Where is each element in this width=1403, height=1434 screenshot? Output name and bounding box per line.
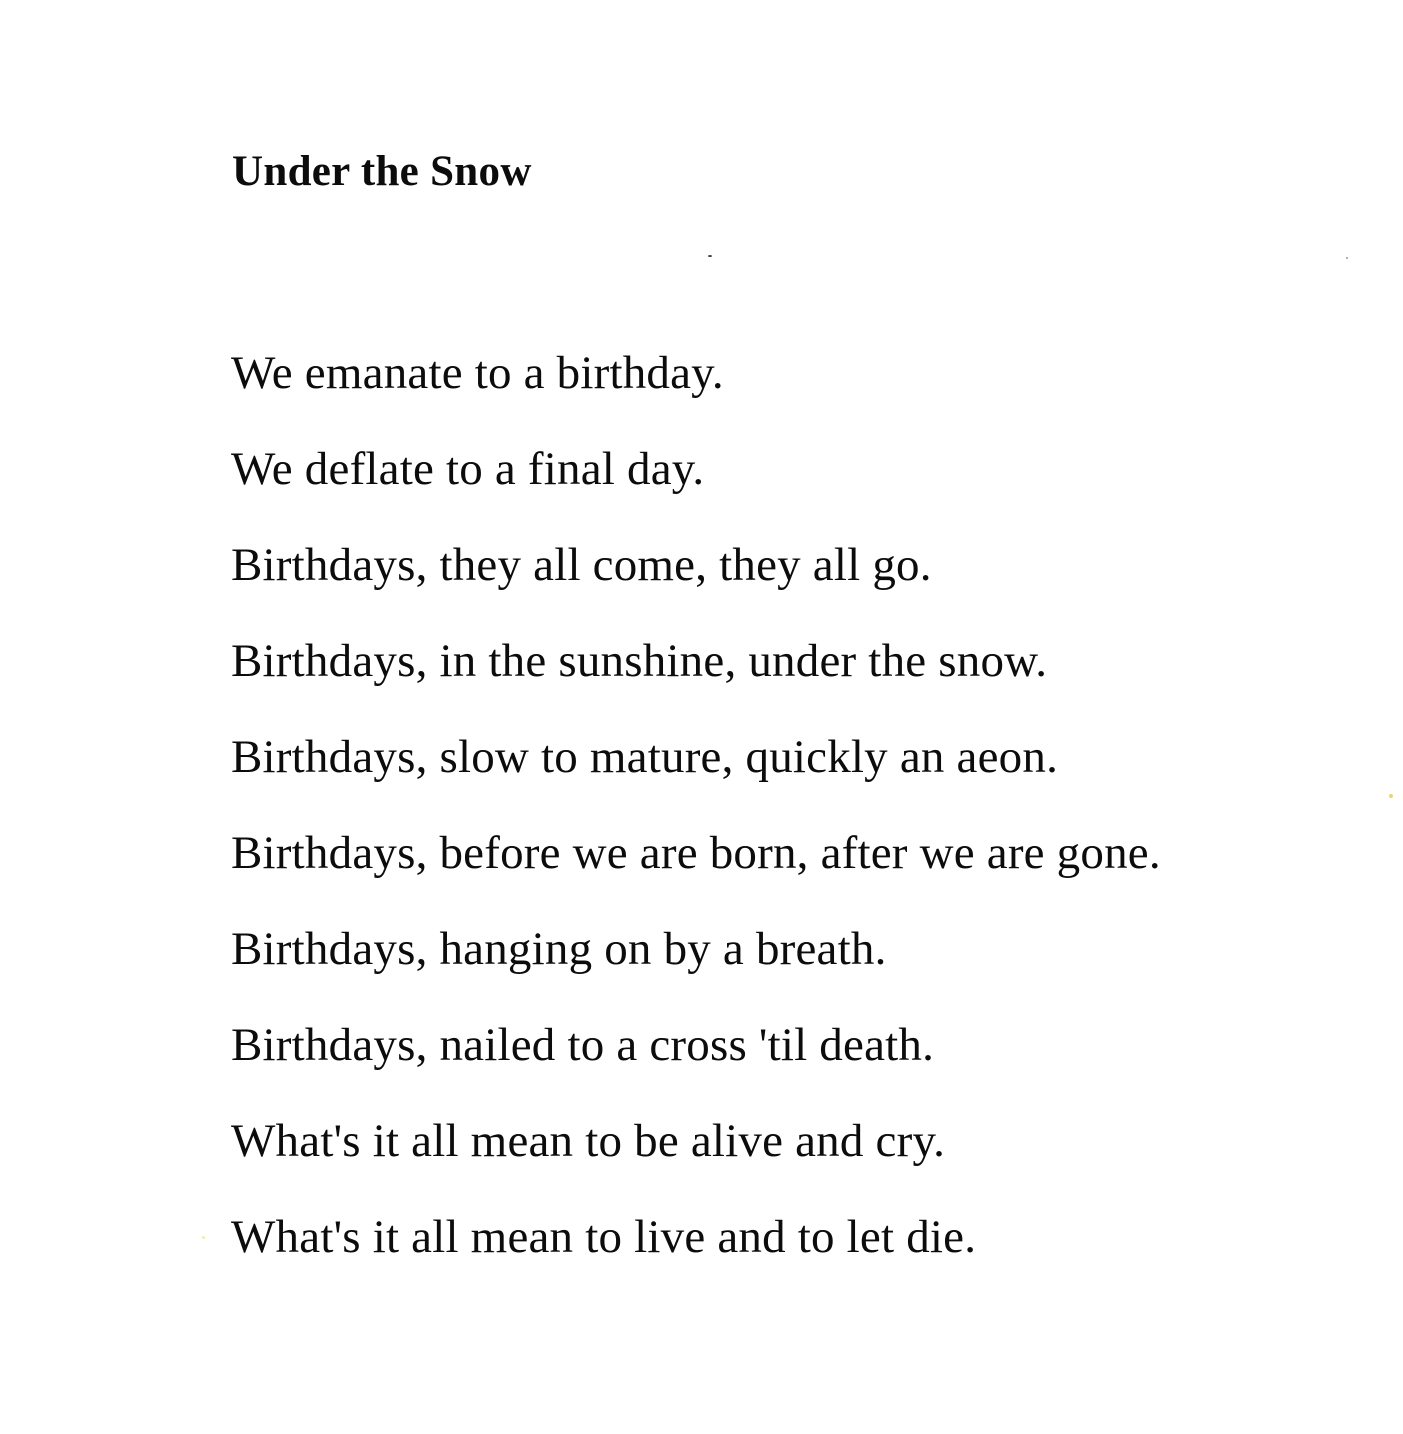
scan-speck <box>1346 257 1348 259</box>
poem-line: Birthdays, before we are born, after we are gone. <box>231 827 1161 879</box>
poem-line: What's it all mean to live and to let die. <box>231 1211 977 1263</box>
poem-line: Birthdays, nailed to a cross 'til death. <box>231 1019 935 1071</box>
poem-line: We deflate to a final day. <box>231 443 705 495</box>
scan-speck <box>708 255 712 257</box>
poem-line: We emanate to a birthday. <box>231 347 724 399</box>
poem-line: Birthdays, slow to mature, quickly an aeon. <box>231 731 1059 783</box>
poem-line: Birthdays, in the sunshine, under the snow. <box>231 635 1048 687</box>
poem-line: Birthdays, they all come, they all go. <box>231 539 932 591</box>
poem-body <box>231 325 1161 1285</box>
poem-line: Birthdays, hanging on by a breath. <box>231 923 887 975</box>
scan-speck <box>202 1236 205 1239</box>
scan-speck <box>1389 794 1393 798</box>
poem-title: Under the Snow <box>232 148 532 195</box>
poem-line: What's it all mean to be alive and cry. <box>231 1115 946 1167</box>
